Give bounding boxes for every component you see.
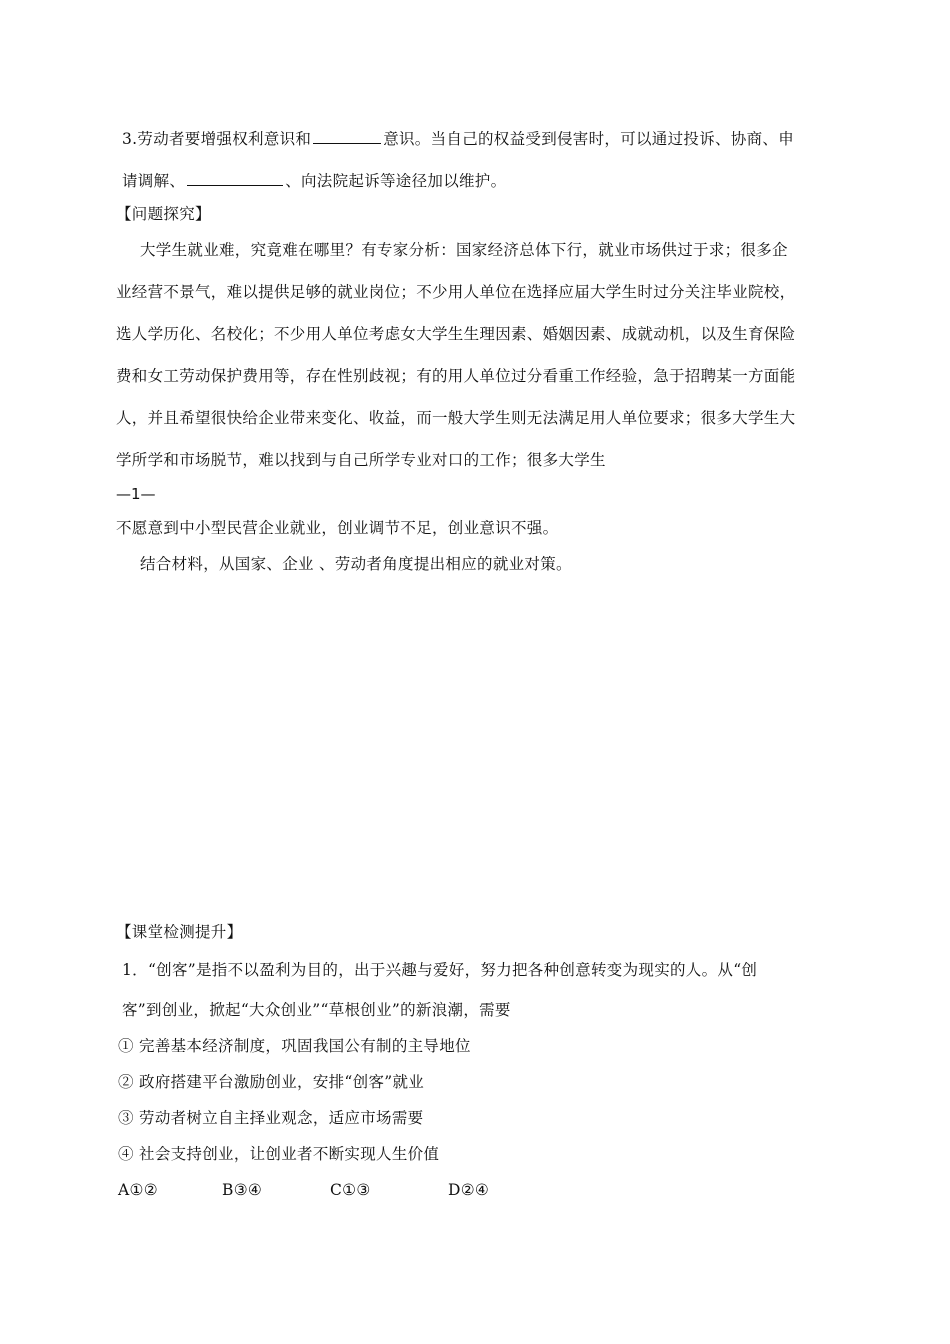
q3-line-2 bbox=[122, 170, 506, 191]
statement-3: ③ 劳动者树立自主择业观念，适应市场需要 bbox=[118, 1109, 424, 1127]
explore-continued: 不愿意到中小型民营企业就业，创业调节不足，创业意识不强。 bbox=[116, 519, 559, 537]
option-d[interactable]: D②④ bbox=[448, 1181, 490, 1199]
option-c[interactable]: C①③ bbox=[330, 1181, 371, 1199]
check-q1-line-2: 客”到创业，掀起“大众创业”“草根创业”的新浪潮，需要 bbox=[122, 1001, 511, 1019]
explore-line-4: 费和女工劳动保护费用等，存在性别歧视；有的用人单位过分看重工作经验，急于招聘某一方面能 bbox=[116, 367, 796, 385]
q3-text-2: 意识。当自己的权益受到侵害时，可以通过投诉、协商、申 bbox=[383, 130, 795, 148]
q3-blank-2[interactable] bbox=[187, 170, 283, 186]
check-q1-line-1: 1．“创客”是指不以盈利为目的，出于兴趣与爱好，努力把各种创意转变为现实的人。从“创 bbox=[122, 961, 758, 979]
q3-text-3: 请调解、 bbox=[122, 172, 186, 190]
page-number: —1— bbox=[116, 485, 156, 503]
q3-blank-1[interactable] bbox=[313, 128, 381, 144]
explore-line-2: 业经营不景气，难以提供足够的就业岗位；不少用人单位在选择应届大学生时过分关注毕业院校， bbox=[116, 283, 796, 301]
statement-1: ① 完善基本经济制度，巩固我国公有制的主导地位 bbox=[118, 1037, 471, 1055]
explore-heading: 【问题探究】 bbox=[116, 205, 211, 223]
explore-task: 结合材料，从国家、企业 、劳动者角度提出相应的就业对策。 bbox=[140, 555, 572, 573]
statement-2: ② 政府搭建平台激励创业，安排“创客”就业 bbox=[118, 1073, 425, 1091]
check-heading: 【课堂检测提升】 bbox=[116, 923, 243, 941]
q3-line-1 bbox=[122, 128, 794, 149]
explore-line-5: 人，并且希望很快给企业带来变化、收益，而一般大学生则无法满足用人单位要求；很多大学生大 bbox=[116, 409, 796, 427]
q3-text-4: 、向法院起诉等途径加以维护。 bbox=[285, 172, 507, 190]
option-a[interactable]: A①② bbox=[118, 1181, 158, 1199]
answer-options bbox=[118, 1180, 489, 1200]
statement-4: ④ 社会支持创业，让创业者不断实现人生价值 bbox=[118, 1145, 440, 1163]
option-b[interactable]: B③④ bbox=[222, 1181, 263, 1199]
explore-line-6: 学所学和市场脱节，难以找到与自己所学专业对口的工作；很多大学生 bbox=[116, 451, 606, 469]
explore-line-1: 大学生就业难，究竟难在哪里？有专家分析：国家经济总体下行，就业市场供过于求；很多企 bbox=[140, 241, 788, 259]
q3-text-1: 3.劳动者要增强权利意识和 bbox=[122, 130, 312, 148]
explore-line-3: 选人学历化、名校化；不少用人单位考虑女大学生生理因素、婚姻因素、成就动机，以及生育保险 bbox=[116, 325, 796, 343]
